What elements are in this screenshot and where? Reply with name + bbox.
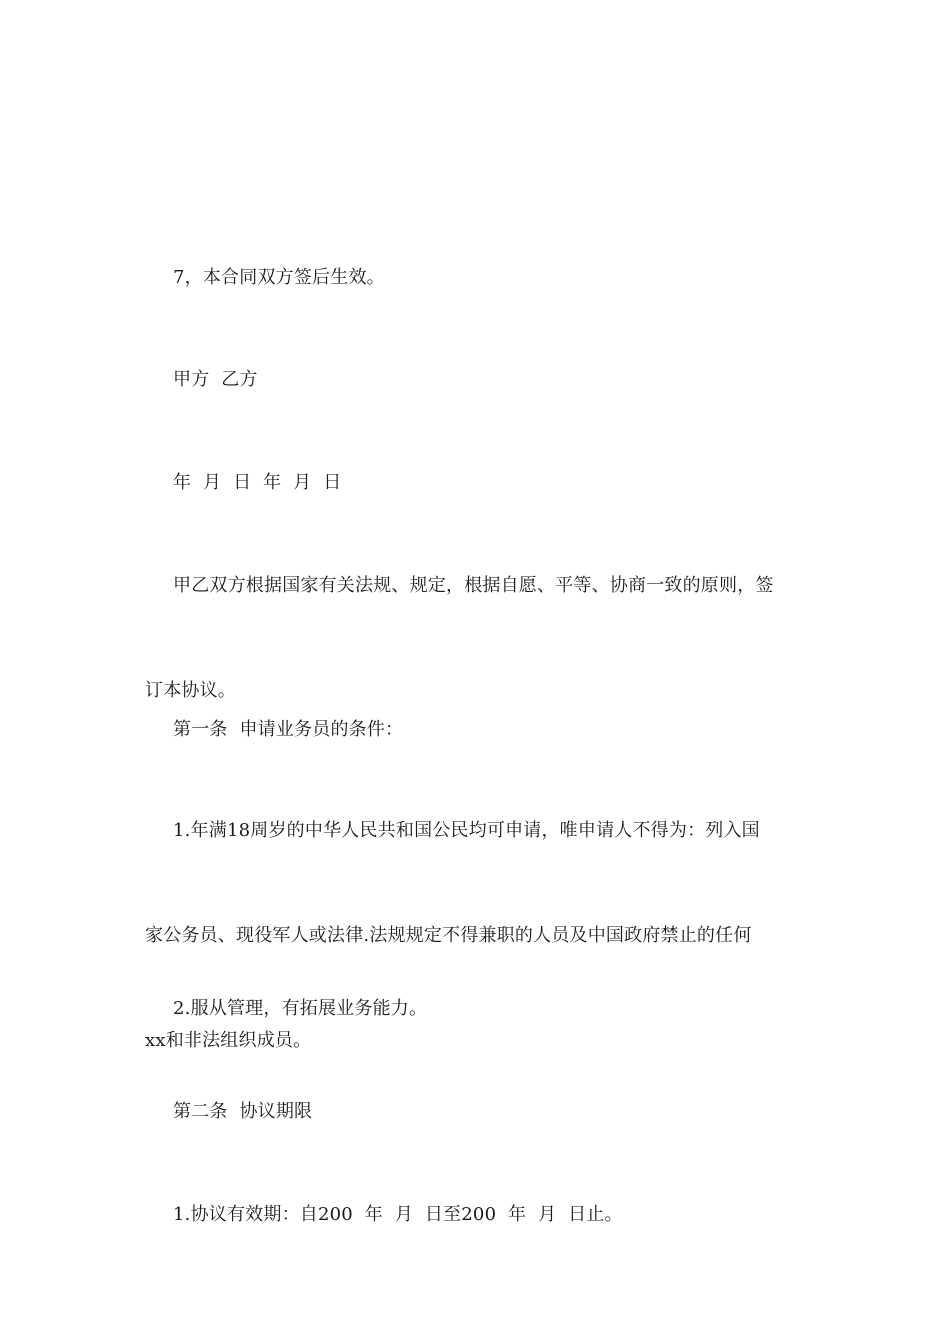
preamble-line-1: 甲乙双方根据国家有关法规、规定，根据自愿、平等、协商一致的原则，签 xyxy=(173,575,774,596)
article-1-item-1-line-1: 1.年满18周岁的中华人民共和国公民均可申请，唯申请人不得为：列入国 xyxy=(173,820,760,841)
clause-7-text: 7，本合同双方签后生效。 xyxy=(173,267,385,288)
article-2-item-1 xyxy=(145,1127,810,1302)
article-2-heading-text: 第二条 协议期限 xyxy=(173,1101,313,1122)
article-2-item-1-text: 1.协议有效期：自200 年 月 日至200 年 月 日止。 xyxy=(173,1204,623,1225)
preamble-line-2: 订本协议。 xyxy=(145,680,236,701)
article-1-heading-text: 第一条 申请业务员的条件： xyxy=(173,719,404,740)
article-1-item-2-text: 2.服从管理，有拓展业务能力。 xyxy=(173,998,428,1019)
signature-dates-text: 年 月 日 年 月 日 xyxy=(173,472,342,493)
signature-parties-text: 甲方 乙方 xyxy=(173,369,258,390)
article-1-item-1-line-2: 家公务员、现役军人或法律.法规规定不得兼职的人员及中国政府禁止的任何 xyxy=(145,925,752,946)
article-1-item-1-line-3: xx和非法组织成员。 xyxy=(145,1030,312,1051)
